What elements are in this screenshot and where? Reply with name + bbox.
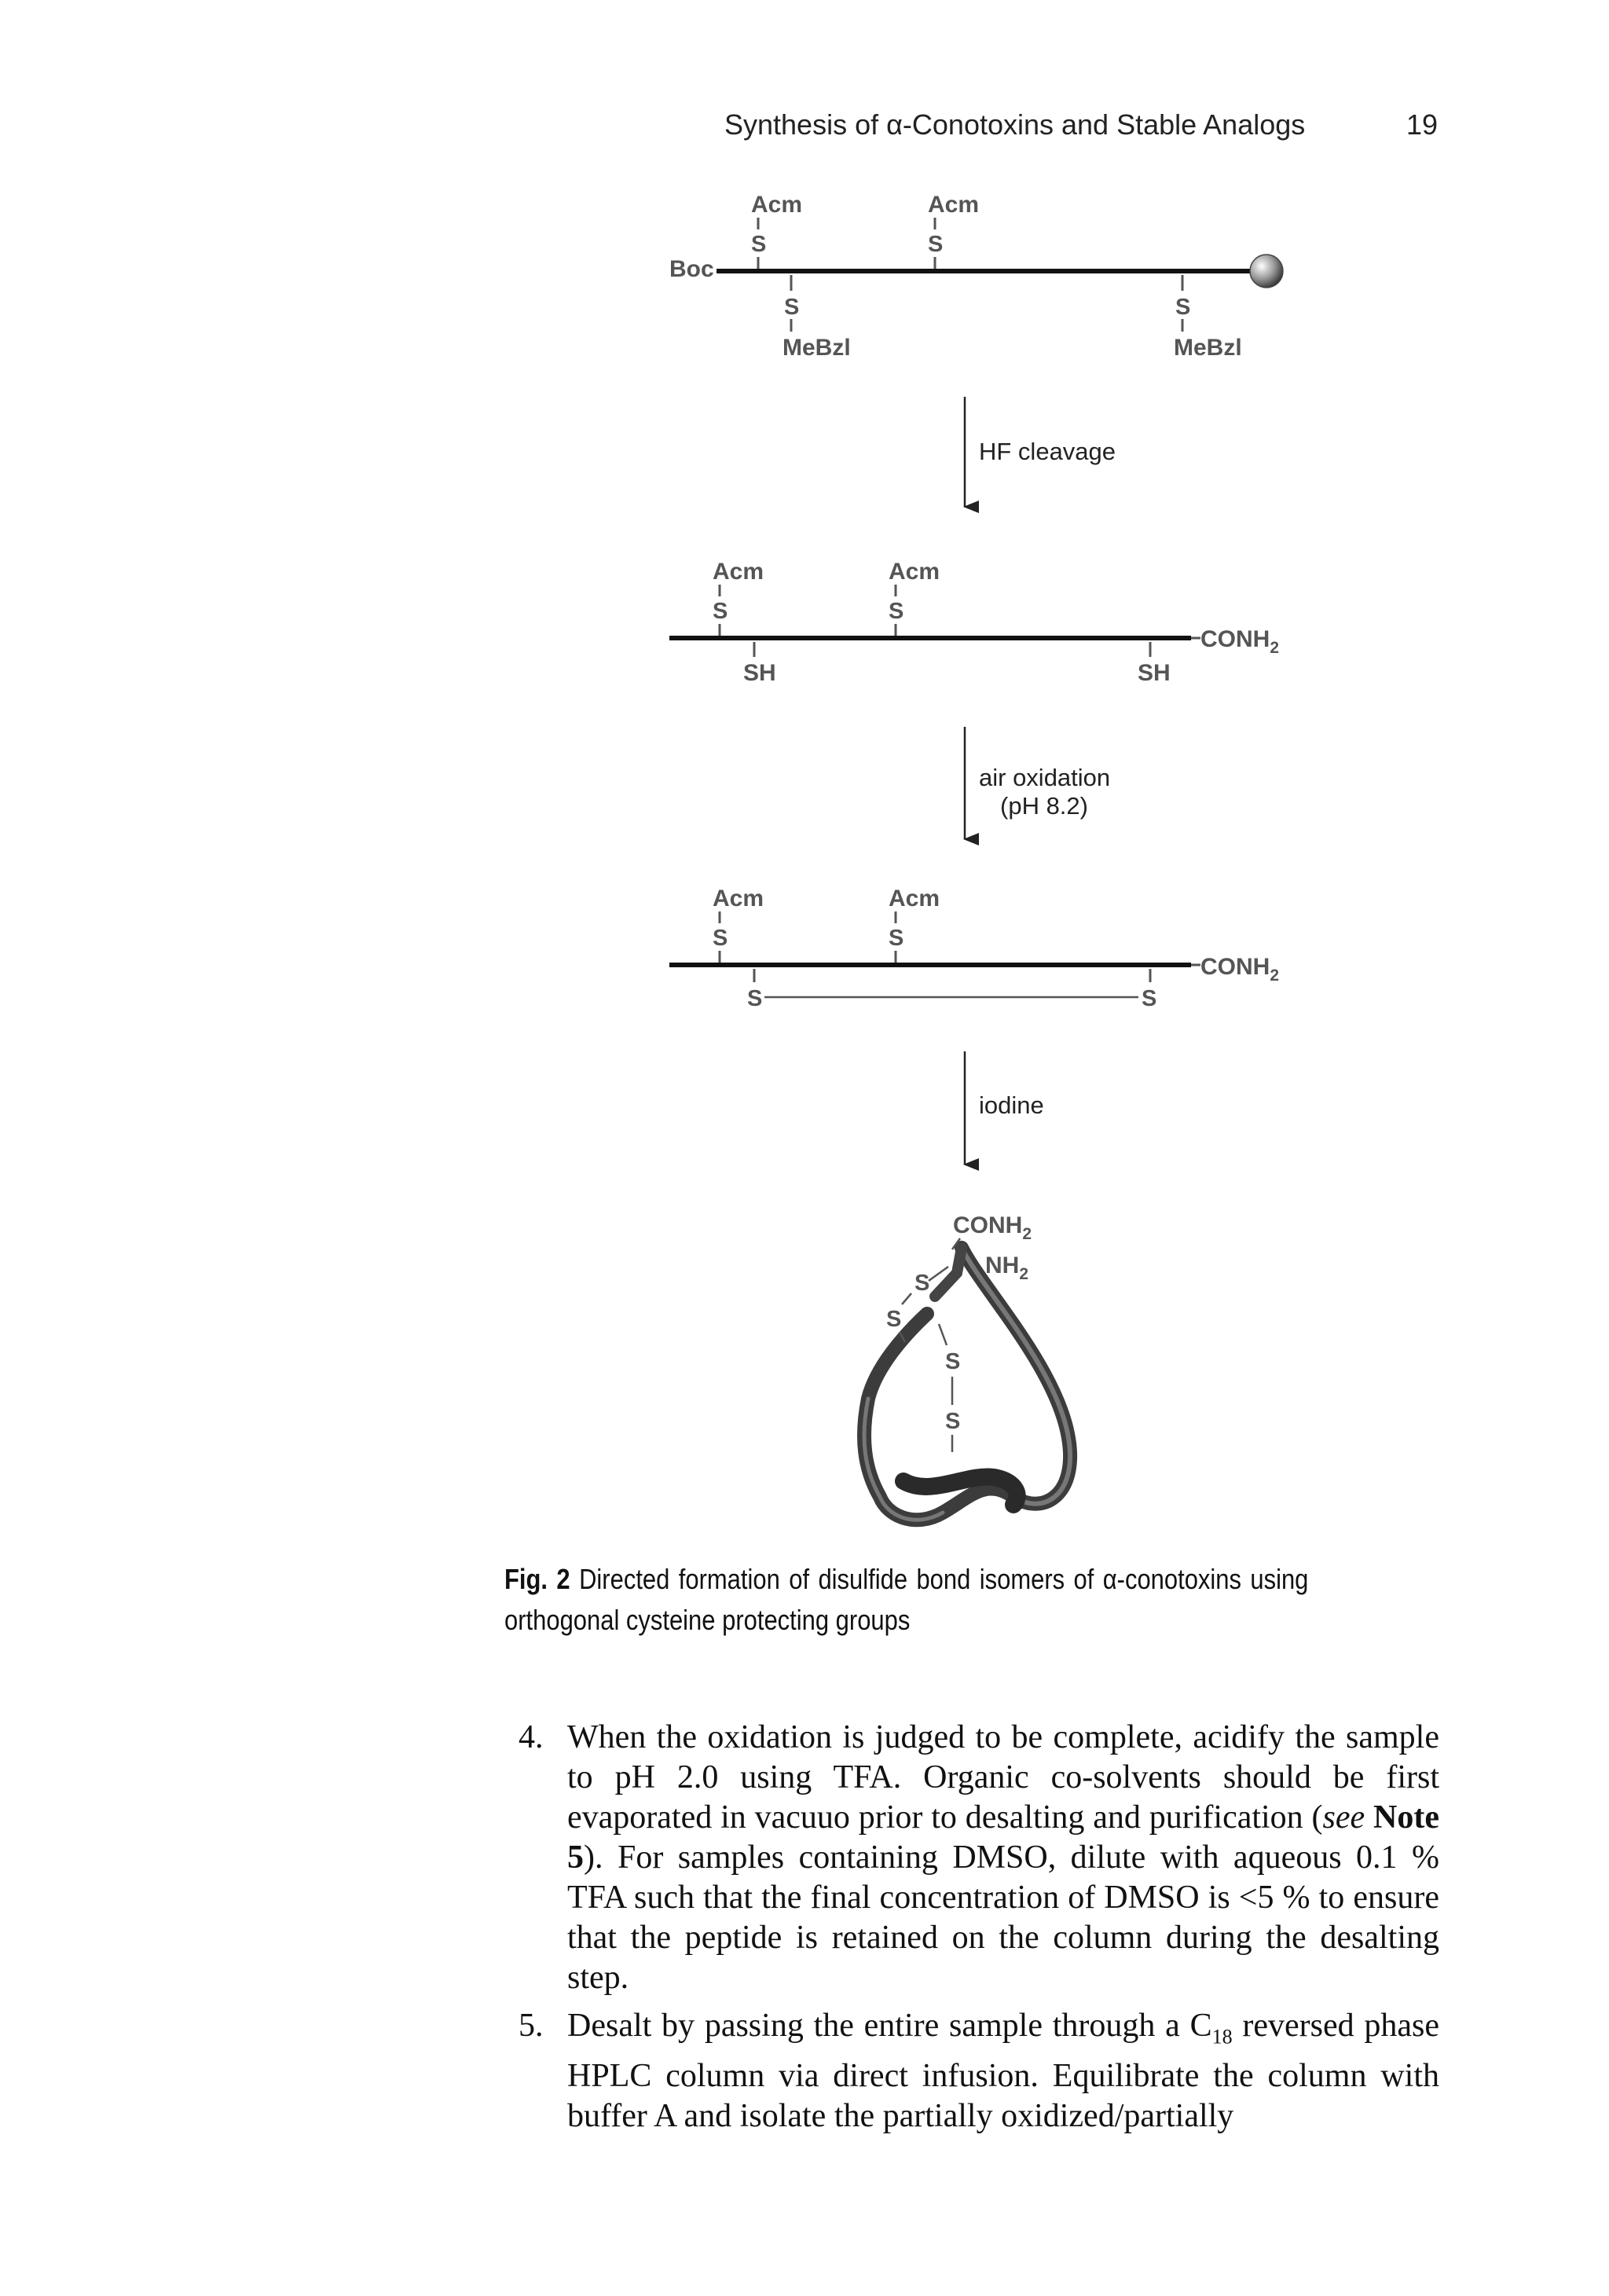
peptide-one-disulfide — [669, 886, 1279, 1011]
reaction-step-2 — [965, 727, 1110, 839]
resin-bound-peptide — [669, 192, 1283, 361]
acm-label: Acm — [889, 886, 940, 911]
resin-bead-icon — [1250, 255, 1283, 288]
step-hf-cleavage: HF cleavage — [979, 438, 1116, 465]
sulfur-label: S — [747, 986, 763, 1011]
acm-label: Acm — [713, 559, 764, 585]
mebzl-label: MeBzl — [783, 335, 851, 361]
sulfur-label: S — [1142, 986, 1157, 1011]
sulfur-label: S — [751, 232, 767, 257]
figure-label: Fig. 2 — [504, 1563, 570, 1595]
acm-label: Acm — [751, 192, 803, 218]
item-number: 4. — [519, 1719, 544, 1755]
figure-caption — [504, 1559, 1308, 1641]
running-title: Synthesis of α-Conotoxins and Stable Analogs — [724, 108, 1306, 141]
thiol-label: SH — [1138, 660, 1171, 686]
step-ph: (pH 8.2) — [1000, 792, 1088, 820]
sulfur-label: S — [889, 926, 904, 951]
step-iodine: iodine — [979, 1091, 1044, 1119]
nh2-label: $NH_2$ — [985, 1253, 1029, 1283]
reaction-step-1 — [965, 397, 1116, 507]
acm-label: Acm — [928, 192, 980, 218]
item-number: 5. — [519, 2008, 544, 2044]
conh2-label: $CONH_2$ — [953, 1212, 1032, 1243]
folded-conotoxin-ribbon — [864, 1212, 1070, 1520]
sulfur-label: S — [784, 295, 800, 320]
mebzl-label: MeBzl — [1174, 335, 1242, 361]
sulfur-label: S — [928, 232, 944, 257]
step-air-oxidation: air oxidation — [979, 764, 1111, 791]
sulfur-label: S — [889, 599, 904, 624]
conh2-label: $CONH_2$ — [1200, 954, 1280, 985]
sulfur-label: S — [713, 599, 728, 624]
item-text: Desalt by passing the entire sample through a $C_{18}$ reversed phase HPLC column via direct infusion. Equilibrate the column with buffer A and isolate the partially oxidized/partially — [567, 2008, 1439, 2135]
sulfur-label: S — [886, 1307, 902, 1332]
sulfur-label: S — [945, 1409, 961, 1434]
page-number: 19 — [1406, 108, 1439, 141]
peptide-free-thiols — [669, 559, 1279, 686]
reaction-step-3 — [965, 1051, 1044, 1165]
sulfur-label: S — [914, 1271, 930, 1296]
procedure-list — [519, 1718, 1439, 2144]
acm-label: Acm — [889, 559, 940, 585]
boc-label: Boc — [669, 256, 714, 282]
note-reference[interactable]: Note 5 — [567, 1799, 1439, 1876]
sulfur-label: S — [945, 1349, 961, 1374]
list-item — [519, 1718, 1439, 1998]
sulfur-label: S — [1175, 295, 1191, 320]
item-text: When the oxidation is judged to be complete, acidify the sample to pH 2.0 using TFA. Organic co-solvents should be first evaporated in vacuuo prior to desalting and purification (see Note 5). For samples containing DMSO, dilute with aqueous 0.1 % TFA such that the final concentration of DMSO is <5 % to ensure that the peptide is retained on the column during the desalting step. — [567, 1719, 1439, 1996]
caption-text: Directed formation of disulfide bond isomers of α-conotoxins using orthogonal cysteine protecting groups — [504, 1563, 1309, 1636]
conh2-label: $CONH_2$ — [1200, 626, 1280, 657]
thiol-label: SH — [743, 660, 776, 686]
sulfur-label: S — [713, 926, 728, 951]
acm-label: Acm — [713, 886, 764, 911]
list-item — [519, 2006, 1439, 2136]
